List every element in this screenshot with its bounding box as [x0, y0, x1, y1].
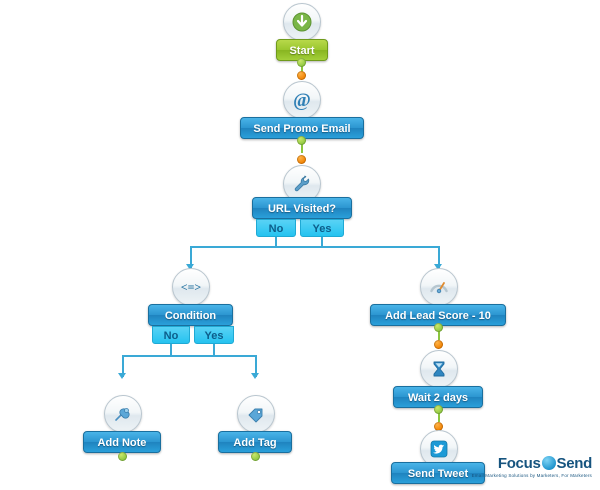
- connector-dot-wait-out[interactable]: [434, 405, 443, 414]
- tag-icon: [245, 403, 267, 425]
- node-wait-2-days[interactable]: Wait 2 days: [393, 386, 483, 408]
- node-start[interactable]: Start: [276, 39, 328, 61]
- chip-url-visited-no[interactable]: No: [256, 219, 296, 237]
- at-sign-icon: @: [293, 89, 311, 111]
- wrench-icon: [292, 174, 312, 194]
- chip-condition-no[interactable]: No: [152, 326, 190, 344]
- logo-name-part1: Focus: [497, 455, 541, 472]
- connector-dot-url-in[interactable]: [297, 155, 306, 164]
- wait-icon-bubble[interactable]: [420, 350, 458, 388]
- add-lead-score-icon-bubble[interactable]: [420, 268, 458, 306]
- connector-dot-add-note-out[interactable]: [118, 452, 127, 461]
- connector-condition-bus: [122, 355, 257, 357]
- connector-dot-add-tag-out[interactable]: [251, 452, 260, 461]
- connector-dot-email-out[interactable]: [297, 136, 306, 145]
- arrow-add-note: [118, 373, 126, 379]
- start-icon-bubble[interactable]: [283, 3, 321, 41]
- send-promo-email-icon-bubble[interactable]: [283, 81, 321, 119]
- logo-dot-icon: [542, 456, 556, 470]
- chip-condition-yes[interactable]: Yes: [194, 326, 234, 344]
- node-send-promo-email[interactable]: Send Promo Email: [240, 117, 364, 139]
- connector-dot-lead-score-out[interactable]: [434, 323, 443, 332]
- hourglass-icon: [429, 359, 449, 379]
- add-note-icon-bubble[interactable]: [104, 395, 142, 433]
- logo-name-part2: Send: [556, 455, 592, 472]
- node-condition[interactable]: Condition: [148, 304, 233, 326]
- connector-dot-email-in[interactable]: [297, 71, 306, 80]
- connector-dot-start-out[interactable]: [297, 58, 306, 67]
- note-pin-icon: [112, 403, 134, 425]
- node-add-tag[interactable]: Add Tag: [218, 431, 292, 453]
- node-add-note[interactable]: Add Note: [83, 431, 161, 453]
- logo-tagline: Email Marketing Solutions by Marketers, For Marketers: [471, 473, 592, 478]
- arrow-add-tag: [251, 373, 259, 379]
- gauge-icon: [428, 276, 450, 298]
- down-arrow-icon: [292, 12, 312, 32]
- node-add-lead-score[interactable]: Add Lead Score - 10: [370, 304, 506, 326]
- node-send-tweet[interactable]: Send Tweet: [391, 462, 485, 484]
- connector-dot-wait-in[interactable]: [434, 340, 443, 349]
- twitter-icon: [428, 438, 450, 460]
- chip-url-visited-yes[interactable]: Yes: [300, 219, 344, 237]
- focussend-logo: [472, 455, 592, 478]
- compare-icon: <=>: [180, 280, 202, 294]
- add-tag-icon-bubble[interactable]: [237, 395, 275, 433]
- condition-icon-bubble[interactable]: [172, 268, 210, 306]
- node-url-visited[interactable]: URL Visited?: [252, 197, 352, 219]
- connector-url-bus: [190, 246, 440, 248]
